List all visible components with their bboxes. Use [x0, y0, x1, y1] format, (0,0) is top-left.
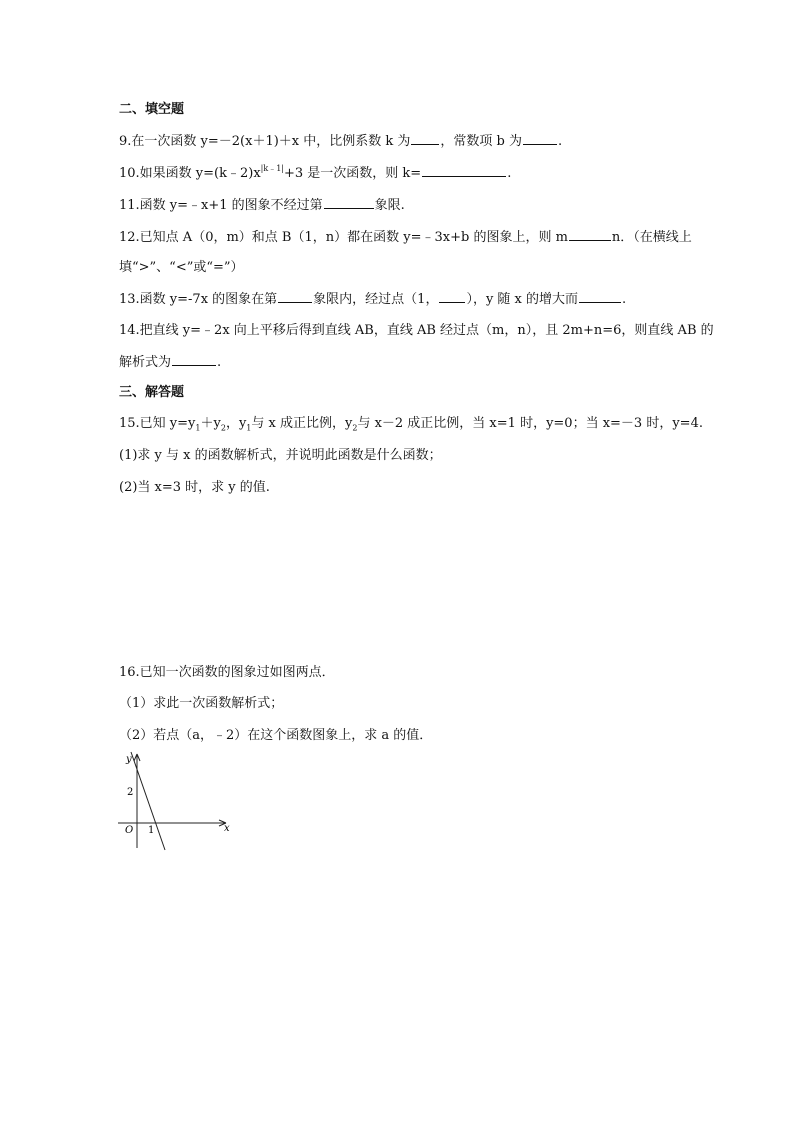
q9-text-b: ，常数项 b 为 [440, 134, 522, 149]
q15-sub-2: 2 [220, 423, 226, 433]
x-intercept-label: 1 [148, 825, 155, 836]
q12-text-b: n．（在横线上 [611, 230, 692, 245]
origin-label: O [125, 825, 134, 836]
q14-blank[interactable] [172, 353, 216, 366]
question-10 [119, 164, 709, 182]
q15-text-d: 与 x 成正比例，y [251, 416, 353, 431]
q13-blank-trend[interactable] [579, 290, 621, 303]
q15-text-e: 与 x－2 成正比例，当 x=1 时，y=0；当 x=－3 时，y=4. [357, 416, 703, 431]
q10-blank[interactable] [422, 164, 506, 177]
q15-text-a: 15.已知 y=y [119, 416, 196, 431]
section-fill-in-title: 二、填空题 [119, 102, 185, 117]
q13-blank-point[interactable] [439, 290, 465, 303]
x-axis-label: x [224, 823, 230, 834]
q13-text-a: 13.函数 y=-7x 的图象在第 [119, 292, 278, 307]
q15-text-c: ，y [225, 416, 247, 431]
q15-sub-3: 1 [246, 423, 252, 433]
coordinate-figure [114, 750, 234, 852]
y-intercept-label: 2 [127, 787, 134, 798]
q9-blank-b[interactable] [523, 132, 557, 145]
q10-text-b: +3 是一次函数，则 k= [284, 166, 422, 181]
q9-text-c: . [558, 134, 563, 149]
question-11 [119, 196, 709, 214]
q10-text-c: . [507, 166, 512, 181]
question-14: 14.把直线 y=﹣2x 向上平移后得到直线 AB，直线 AB 经过点（m，n），且 2m+n=6，则直线 AB 的 [119, 323, 714, 338]
q14-text-a: 解析式为 [119, 355, 172, 370]
q12-blank[interactable] [569, 228, 611, 241]
q14-text-b: . [217, 355, 222, 370]
q15-text-b: ＋y [200, 416, 221, 431]
q9-blank-k[interactable] [411, 132, 439, 145]
q13-text-b: 象限内，经过点（1， [313, 292, 439, 307]
question-15 [119, 415, 709, 433]
q9-text-a: 9.在一次函数 y=－2(x＋1)＋x 中，比例系数 k 为 [119, 134, 411, 149]
q10-text-a: 10.如果函数 y=(k﹣2)x [119, 166, 261, 181]
question-15-part1: (1)求 y 与 x 的函数解析式，并说明此函数是什么函数； [119, 448, 442, 463]
q11-text-b: 象限. [374, 198, 405, 213]
q15-sub-4: 2 [352, 423, 358, 433]
question-15-part2: (2)当 x=3 时，求 y 的值. [119, 480, 270, 495]
q12-text-a: 12.已知点 A（0，m）和点 B（1，n）都在函数 y=﹣3x+b 的图象上，则 m [119, 230, 568, 245]
q10-exponent: |k﹣1| [260, 163, 284, 173]
question-13 [119, 290, 709, 308]
q13-text-d: . [622, 292, 627, 307]
q15-sub-1: 1 [195, 423, 201, 433]
y-axis-label: y [126, 754, 132, 765]
question-9 [119, 132, 709, 150]
question-12-line2: 填“>”、“<”或“=”） [119, 260, 244, 275]
q11-blank[interactable] [324, 196, 374, 209]
section-answer-title: 三、解答题 [119, 385, 185, 400]
question-16-part2: （2）若点（a，﹣2）在这个函数图象上，求 a 的值． [119, 728, 433, 743]
q13-blank-quadrant[interactable] [278, 290, 312, 303]
q11-text-a: 11.函数 y=﹣x+1 的图象不经过第 [119, 198, 323, 213]
question-16-part1: （1）求此一次函数解析式； [119, 696, 284, 711]
question-16: 16.已知一次函数的图象过如图两点． [119, 665, 335, 680]
question-14-line2 [119, 353, 709, 371]
question-12 [119, 228, 709, 246]
q13-text-c: ），y 随 x 的增大而 [466, 292, 579, 307]
